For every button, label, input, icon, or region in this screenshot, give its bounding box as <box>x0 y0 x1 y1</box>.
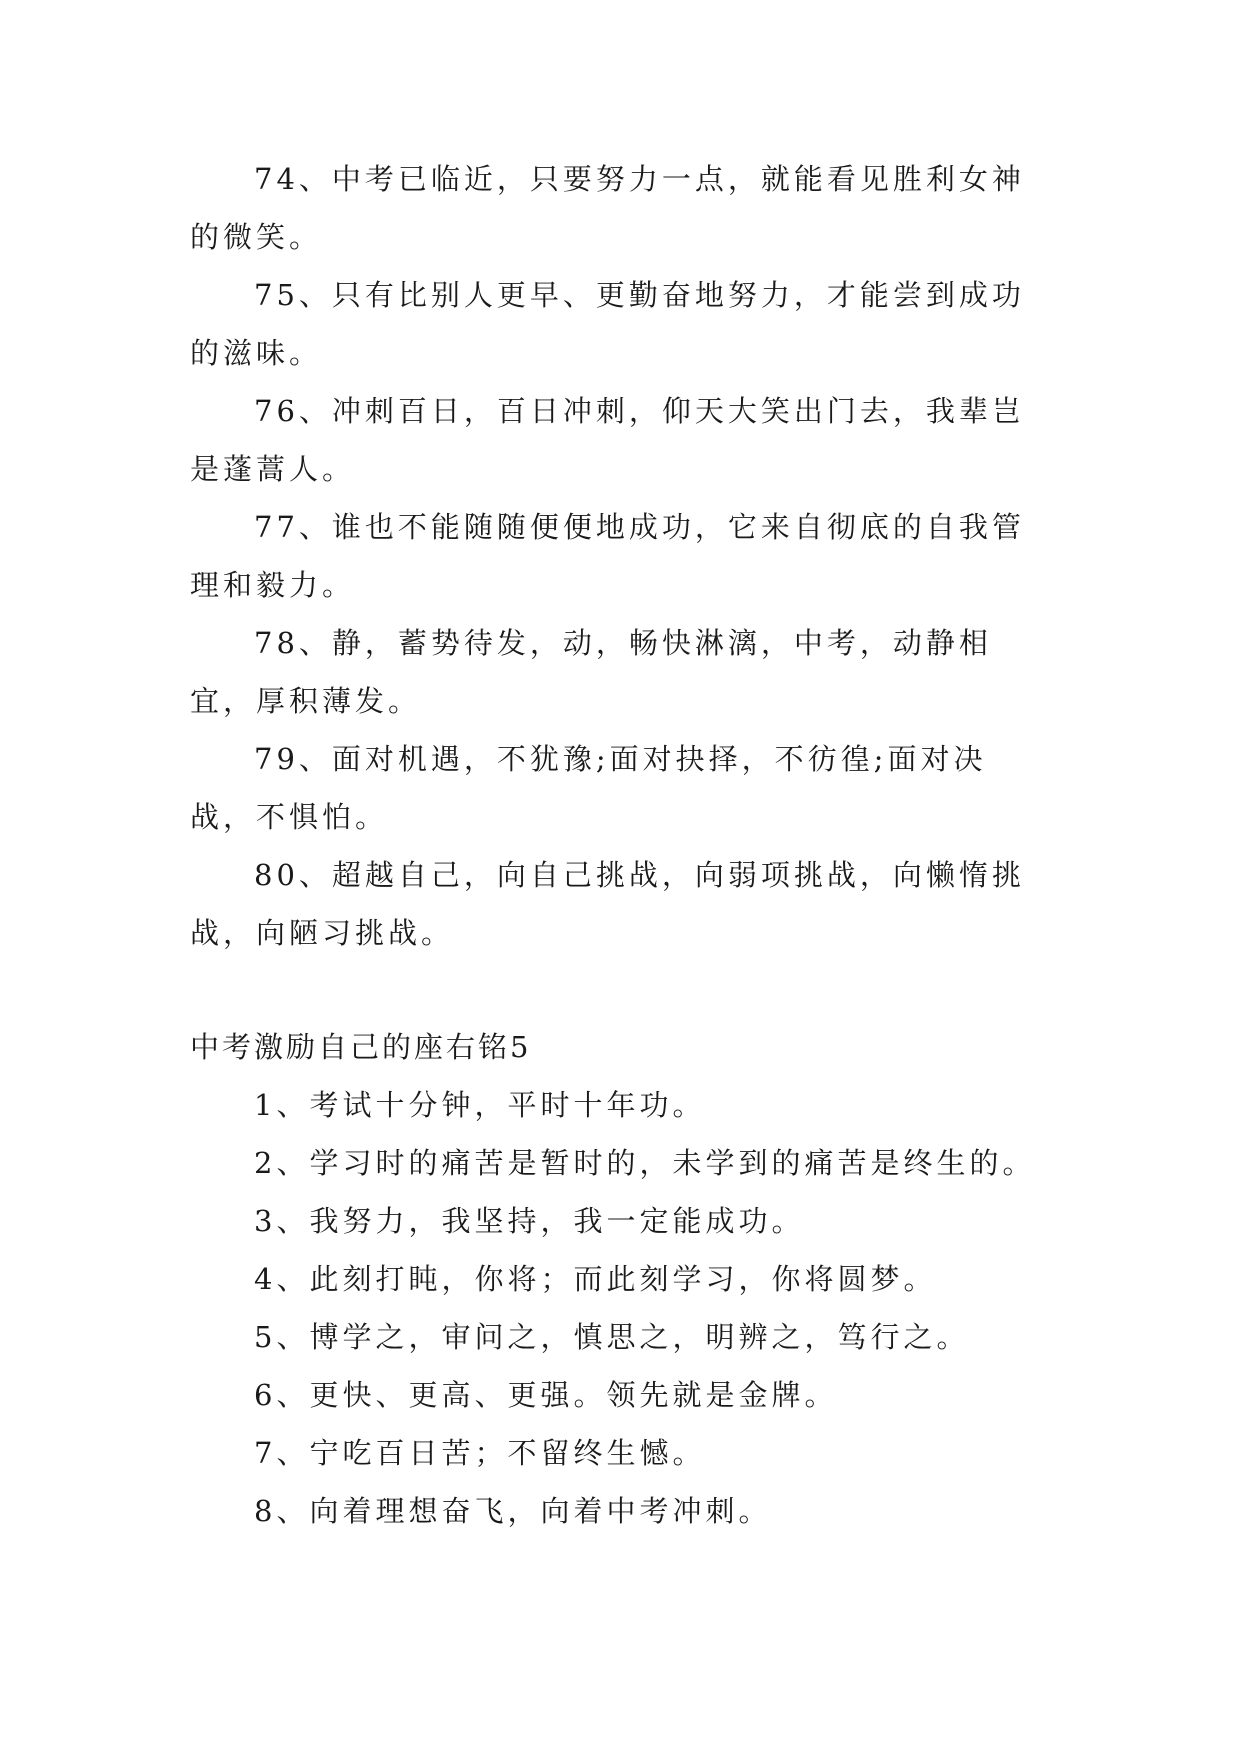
paragraph-77: 77、谁也不能随随便便地成功，它来自彻底的自我管理和毅力。 <box>190 510 1025 602</box>
section-heading: 中考激励自己的座右铭5 <box>190 1030 532 1064</box>
list-item: 7、宁吃百日苦；不留终生憾。 <box>254 1436 706 1470</box>
paragraph-78: 78、静，蓄势待发，动，畅快淋漓，中考，动静相宜，厚积薄发。 <box>190 626 992 718</box>
list-item: 1、考试十分钟，平时十年功。 <box>254 1088 706 1122</box>
list-item: 5、博学之，审问之，慎思之，明辨之，笃行之。 <box>254 1320 970 1354</box>
list-item: 2、学习时的痛苦是暂时的，未学到的痛苦是终生的。 <box>254 1146 1036 1180</box>
paragraph-76: 76、冲刺百日，百日冲刺，仰天大笑出门去，我辈岂是蓬蒿人。 <box>190 394 1025 486</box>
paragraph-74: 74、中考已临近，只要努力一点，就能看见胜利女神的微笑。 <box>190 162 1025 254</box>
list-item: 3、我努力，我坚持，我一定能成功。 <box>254 1204 805 1238</box>
paragraph-79: 79、面对机遇，不犹豫;面对抉择，不彷徨;面对决战，不惧怕。 <box>190 742 987 834</box>
list-item: 6、更快、更高、更强。领先就是金牌。 <box>254 1378 838 1412</box>
paragraph-75: 75、只有比别人更早、更勤奋地努力，才能尝到成功的滋味。 <box>190 278 1025 370</box>
list-item: 8、向着理想奋飞，向着中考冲刺。 <box>254 1494 772 1528</box>
list-item: 4、此刻打盹，你将；而此刻学习，你将圆梦。 <box>254 1262 937 1296</box>
paragraph-80: 80、超越自己，向自己挑战，向弱项挑战，向懒惰挑战，向陋习挑战。 <box>190 858 1025 950</box>
